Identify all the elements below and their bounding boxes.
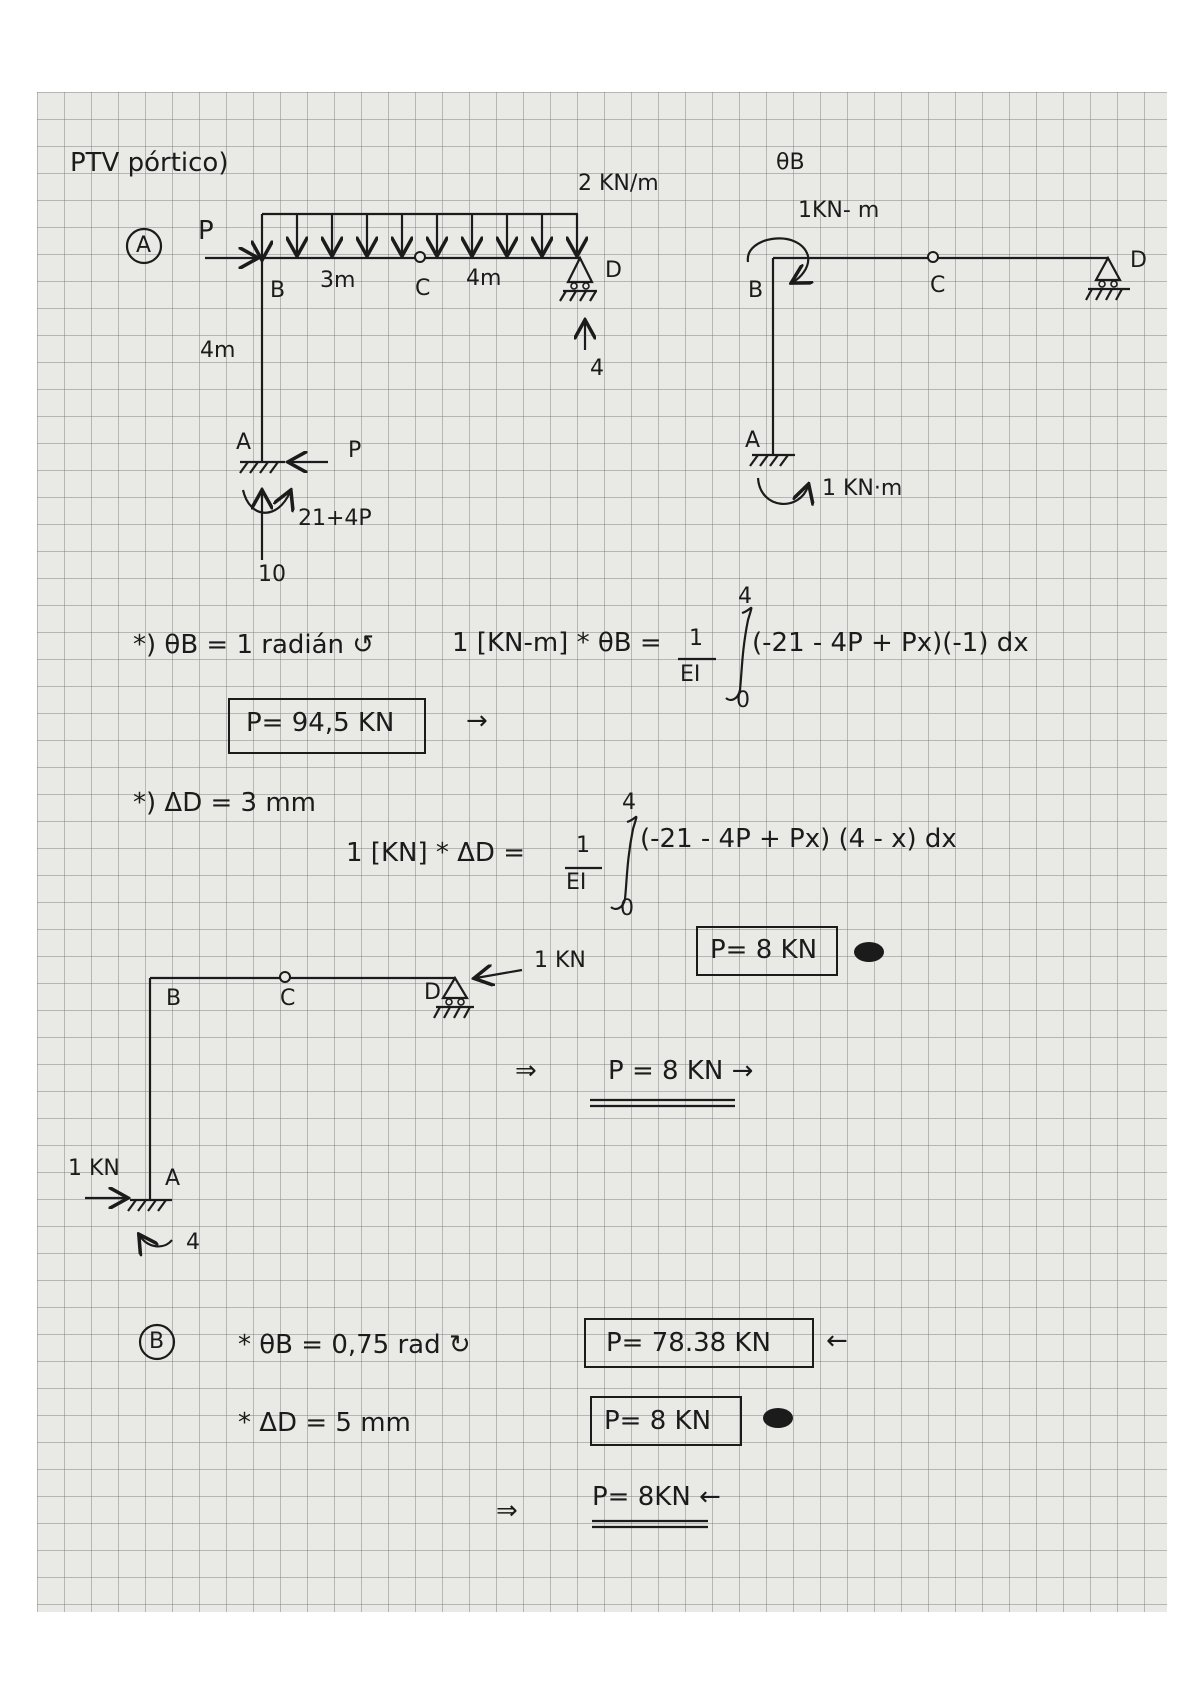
moment-a-label: 21+4P	[298, 506, 372, 531]
theta-fig-title: θB	[776, 150, 805, 175]
part-b-theta-arrow: ←	[826, 1326, 848, 1356]
delta-node-c-label: C	[280, 986, 296, 1011]
eq1-frac-den: EI	[680, 662, 701, 687]
conclusion-a-text: P = 8 KN →	[608, 1056, 754, 1086]
height-label: 4m	[200, 338, 236, 363]
eq2-upper-limit: 4	[622, 790, 636, 815]
eq2-result: P= 8 KN	[710, 935, 818, 965]
node-b-label: B	[270, 278, 286, 303]
unit-load-d-label: 1 KN	[534, 948, 586, 973]
reaction-a-h-label: P	[348, 438, 362, 463]
theta-node-b-label: B	[748, 278, 764, 303]
part-b-delta-condition: * ΔD = 5 mm	[238, 1408, 411, 1438]
eq2-integrand: (-21 - 4P + Px) (4 - x) dx	[640, 824, 957, 854]
theta-node-d-label: D	[1130, 248, 1147, 273]
eq1-upper-limit: 4	[738, 584, 752, 609]
unit-moment-bottom-label: 1 KN·m	[822, 476, 903, 501]
part-b-delta-result: P= 8 KN	[604, 1406, 712, 1436]
part-b-theta-condition: * θB = 0,75 rad ↻	[238, 1330, 471, 1360]
hinge-c	[415, 252, 425, 262]
eq1-expression: 1 [KN-m] * θB =	[452, 628, 662, 658]
delta-moment-a-label: 4	[186, 1230, 200, 1255]
unit-load-a-label: 1 KN	[68, 1156, 120, 1181]
scribble-mark-1	[854, 942, 884, 962]
delta-node-a-label: A	[165, 1166, 181, 1191]
eq1-condition: *) θB = 1 radián ↺	[133, 630, 375, 660]
distributed-load-label: 2 KN/m	[578, 171, 659, 196]
span-cd-label: 4m	[466, 266, 502, 291]
scribble-mark-2	[763, 1408, 793, 1428]
part-a-label: A	[136, 233, 152, 258]
eq2-frac-num: 1	[576, 833, 590, 858]
reaction-a-v-label: 10	[258, 562, 286, 587]
eq2-expression: 1 [KN] * ΔD =	[346, 838, 525, 868]
theta-node-a-label: A	[745, 428, 761, 453]
delta-node-b-label: B	[166, 986, 182, 1011]
eq2-lower-limit: 0	[620, 896, 634, 921]
part-b-theta-result: P= 78.38 KN	[606, 1328, 771, 1358]
part-b-label: B	[149, 1329, 165, 1354]
page-title: PTV pórtico)	[70, 148, 229, 178]
eq2-frac-den: EI	[566, 870, 587, 895]
reaction-d-label: 4	[590, 356, 604, 381]
node-a-label: A	[236, 430, 252, 455]
eq1-result: P= 94,5 KN	[246, 708, 395, 738]
node-c-label: C	[415, 276, 431, 301]
part-b-conclusion: P= 8KN ←	[592, 1482, 721, 1512]
unit-moment-top-label: 1KN- m	[798, 198, 880, 223]
part-b-implies: ⇒	[496, 1496, 518, 1526]
eq1-direction-arrow: →	[466, 706, 488, 736]
eq1-frac-num: 1	[689, 626, 703, 651]
eq1-integrand: (-21 - 4P + Px)(-1) dx	[752, 628, 1029, 658]
conclusion-a-implies: ⇒	[515, 1056, 537, 1086]
delta-node-d-label: D	[424, 980, 441, 1005]
eq1-lower-limit: 0	[736, 688, 750, 713]
eq2-condition: *) ΔD = 3 mm	[133, 788, 316, 818]
load-p-label: P	[198, 216, 214, 246]
theta-node-c-label: C	[930, 273, 946, 298]
frame-a-diagram	[205, 214, 597, 560]
node-d-label: D	[605, 258, 622, 283]
span-bc-label: 3m	[320, 268, 356, 293]
